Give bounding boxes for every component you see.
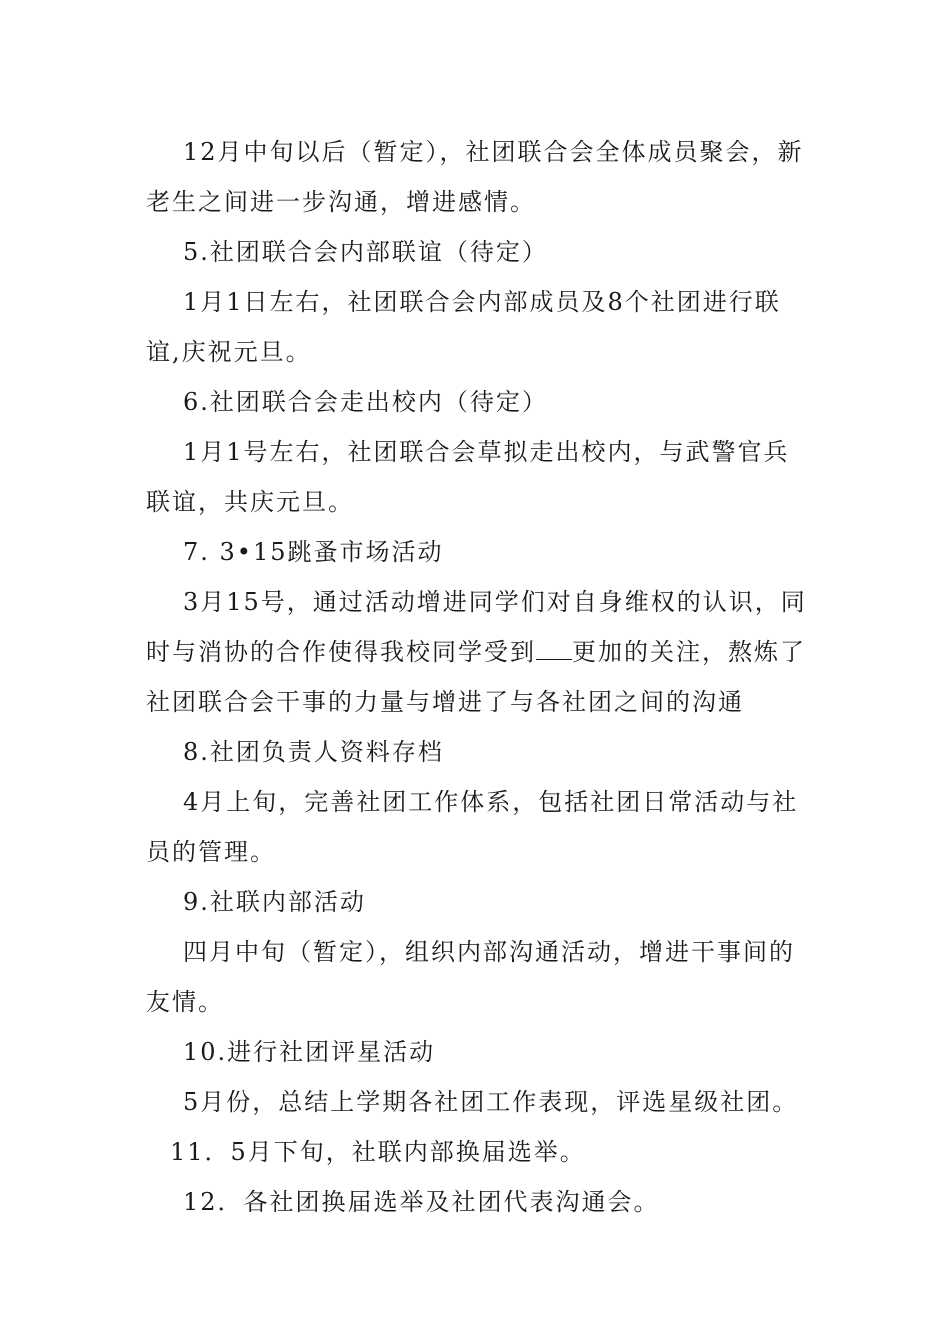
paragraph-line: 12月中旬以后（暂定），社团联合会全体成员聚会，新 (183, 138, 804, 166)
paragraph-line (146, 636, 806, 668)
section-heading: 7. 3•15跳蚤市场活动 (183, 538, 444, 566)
paragraph-text: 更加的关注，熬炼了 (572, 638, 806, 666)
paragraph-line: 老生之间进一步沟通，增进感情。 (146, 188, 536, 216)
paragraph-line: 四月中旬（暂定），组织内部沟通活动，增进干事间的 (183, 938, 795, 966)
paragraph-line: 友情。 (146, 988, 224, 1016)
fill-in-blank (536, 639, 572, 660)
paragraph-line: 3月15号，通过活动增进同学们对自身维权的认识，同 (183, 588, 807, 616)
section-heading: 6.社团联合会走出校内（待定） (183, 388, 548, 416)
paragraph-line: 联谊，共庆元旦。 (146, 488, 354, 516)
paragraph-line: 1月1日左右，社团联合会内部成员及8个社团进行联 (183, 288, 781, 316)
paragraph-line: 谊,庆祝元旦。 (146, 338, 312, 366)
section-heading: 8.社团负责人资料存档 (183, 738, 444, 766)
paragraph-line: 5月份，总结上学期各社团工作表现，评选星级社团。 (183, 1088, 799, 1116)
paragraph-line: 员的管理。 (146, 838, 276, 866)
section-heading: 5.社团联合会内部联谊（待定） (183, 238, 548, 266)
section-heading: 10.进行社团评星活动 (183, 1038, 436, 1066)
paragraph-line: 1月1号左右，社团联合会草拟走出校内，与武警官兵 (183, 438, 790, 466)
paragraph-text: 时与消协的合作使得我校同学受到 (146, 638, 536, 666)
section-heading: 9.社联内部活动 (183, 888, 366, 916)
paragraph-line: 4月上旬，完善社团工作体系，包括社团日常活动与社 (183, 788, 799, 816)
section-heading: 12．各社团换届选举及社团代表沟通会。 (183, 1188, 660, 1216)
section-heading: 11．5月下旬，社联内部换届选举。 (170, 1138, 586, 1166)
paragraph-line: 社团联合会干事的力量与增进了与各社团之间的沟通 (146, 688, 744, 716)
